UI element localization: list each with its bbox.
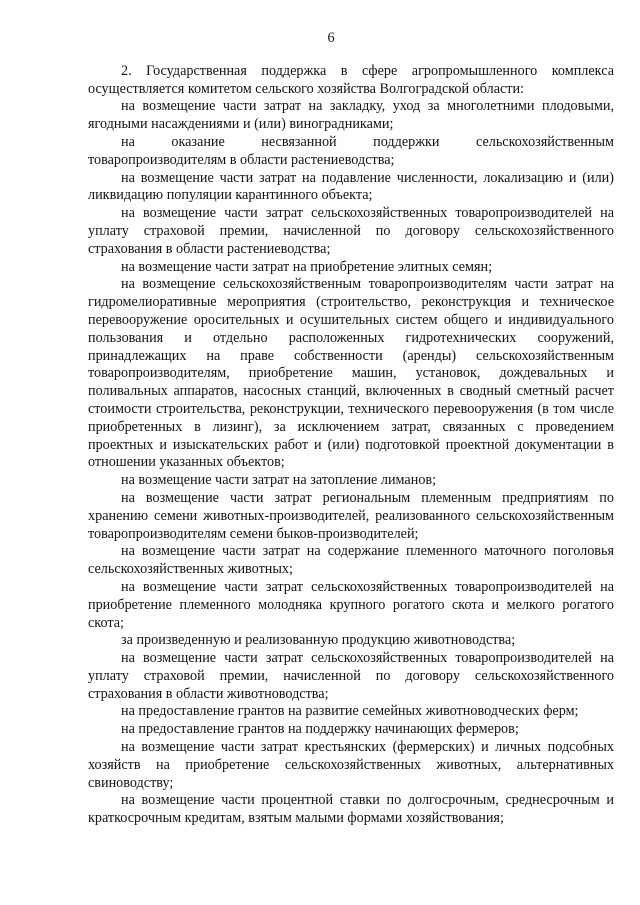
paragraph-intro: 2. Государственная поддержка в сфере агропромышленного комплекса осуществляется комитетом сельского хозяйства Волгоградской области: xyxy=(88,62,614,97)
list-item-hydro-reclamation: на возмещение сельскохозяйственным товаропроизводителям части затрат на гидромелиоративные мероприятия (строительство, реконструкция и техническое перевооружение оросительных и осушительных систем общего и индивидуального пользования и отдельно расположенных гидротехнических сооружений, принадлежащих на праве собственности (аренды) сельскохозяйственным товаропроизводителям, приобретение машин, установок, дождевальных и поливальных аппаратов, насосных станций, включенных в сводный сметный расчет стоимости строительства, реконструкции, технического перевооружения (в том числе приобретенных в лизинг), за исключением затрат, связанных с проведением проектных и изыскательских работ и (или) подготовкой проектной документации в отношении указанных объектов; xyxy=(88,276,614,471)
list-item-unrelated-support: на оказание несвязанной поддержки сельскохозяйственным товаропроизводителям в области растениеводства; xyxy=(88,133,614,168)
list-item-crop-insurance: на возмещение части затрат сельскохозяйственных товаропроизводителей на уплату страховой премии, начисленной по договору сельскохозяйственного страхования в области растениеводства; xyxy=(88,205,614,257)
list-item-elite-seeds: на возмещение части затрат на приобретение элитных семян; xyxy=(121,258,493,275)
list-item-perennial-plantings: на возмещение части затрат на закладку, уход за многолетними плодовыми, ягодными насаждениями и (или) виноградниками; xyxy=(88,98,614,133)
list-item-quarantine: на возмещение части затрат на подавление численности, локализацию и (или) ликвидацию популяции карантинного объекта; xyxy=(88,169,614,204)
list-item-breeding-semen: на возмещение части затрат региональным племенным предприятиям по хранению семени животных-производителей, реализованного сельскохозяйственным товаропроизводителям семени быков-производителей; xyxy=(88,489,614,542)
list-item-estuary-flooding: на возмещение части затрат на затопление лиманов; xyxy=(121,472,437,489)
list-item-animal-purchase: на возмещение части затрат крестьянских (фермерских) и личных подсобных хозяйств на приобретение сельскохозяйственных животных, альтернативных свиноводству; xyxy=(88,739,614,791)
list-item-young-cattle: на возмещение части затрат сельскохозяйственных товаропроизводителей на приобретение племенного молодняка крупного рогатого скота и мелкого рогатого скота; xyxy=(88,578,614,631)
list-item-livestock-products: за произведенную и реализованную продукцию животноводства; xyxy=(121,632,516,649)
document-body xyxy=(88,63,614,828)
list-item-livestock-insurance: на возмещение части затрат сельскохозяйственных товаропроизводителей на уплату страховой премии, начисленной по договору сельскохозяйственного страхования в области животноводства; xyxy=(88,650,614,702)
list-item-novice-farmer-grants: на предоставление грантов на поддержку начинающих фермеров; xyxy=(121,721,519,738)
list-item-breeding-stock: на возмещение части затрат на содержание племенного маточного поголовья сельскохозяйственных животных; xyxy=(88,543,614,578)
list-item-interest-rate: на возмещение части процентной ставки по долгосрочным, среднесрочным и краткосрочным кредитам, взятым малыми формами хозяйствования; xyxy=(88,792,614,827)
page-number: 6 xyxy=(327,30,335,46)
list-item-family-farm-grants: на предоставление грантов на развитие семейных животноводческих ферм; xyxy=(121,703,579,720)
